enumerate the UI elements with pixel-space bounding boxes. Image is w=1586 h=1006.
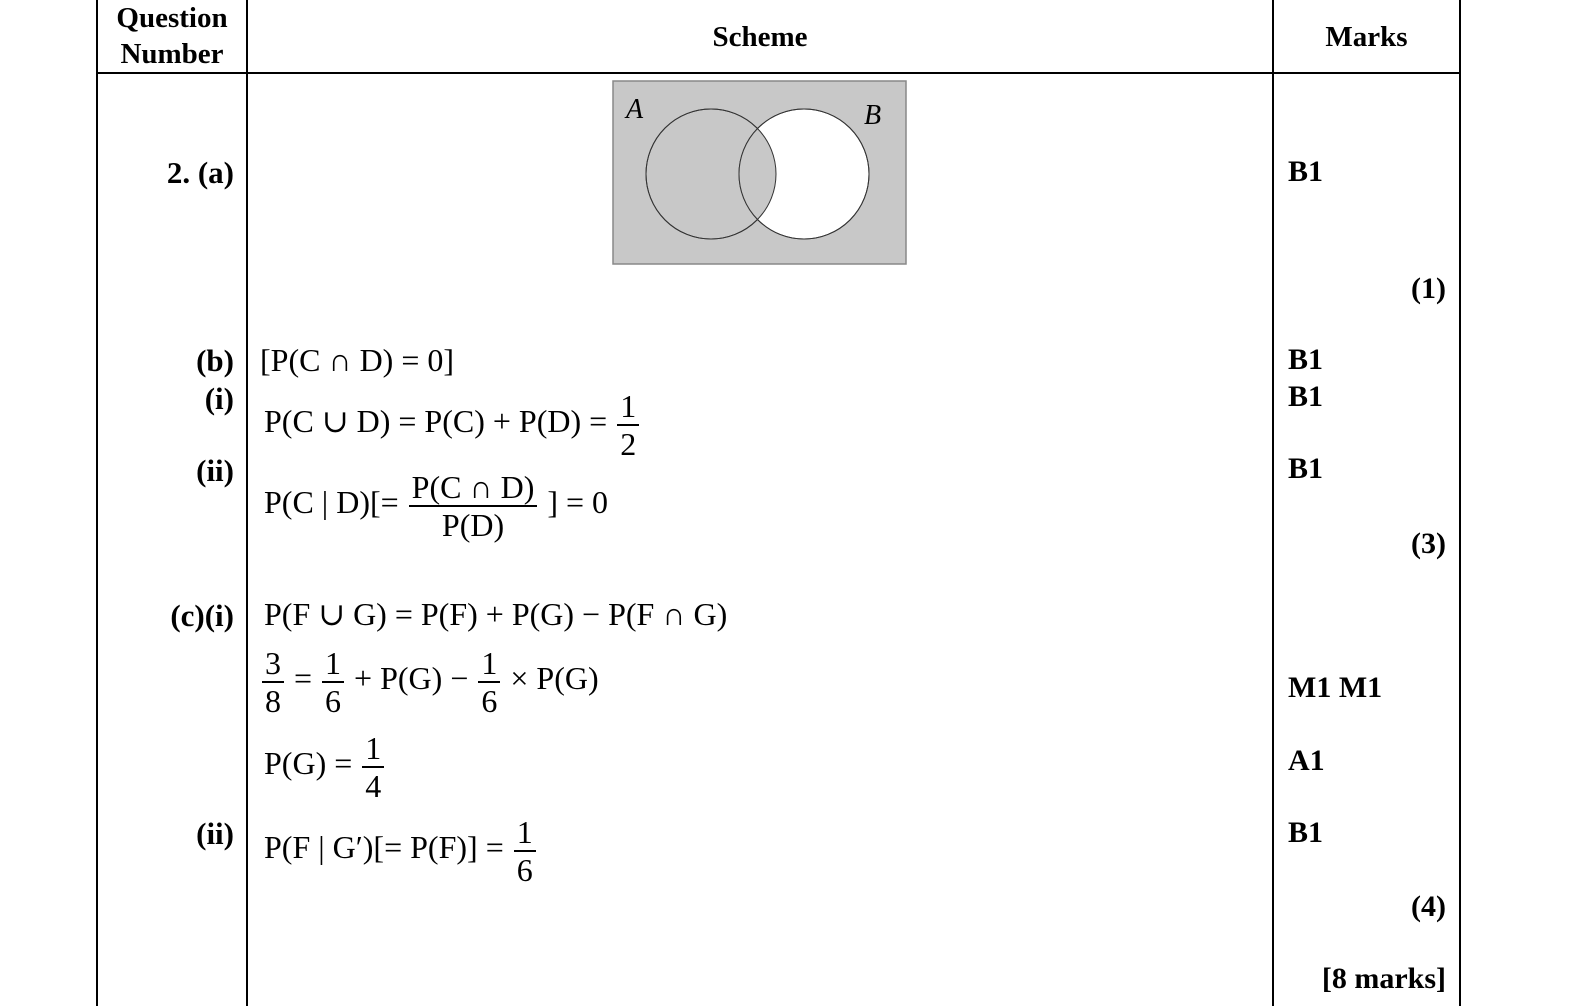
subtotal-2a: (1) (1411, 272, 1446, 305)
venn-label-a: A (626, 94, 644, 125)
scheme-2c-line4-lhs: P(F | G′)[= P(F)] = (264, 829, 504, 866)
question-label-2c-i: (c)(i) (170, 598, 234, 633)
question-label-2b: (b) (196, 343, 234, 378)
fraction-one-sixth-b (478, 645, 500, 719)
scheme-2c-line4 (264, 814, 538, 888)
scheme-2b-line3-rhs: ] = 0 (547, 484, 609, 521)
header-scheme: Scheme (712, 21, 808, 53)
fraction-denominator: P(D) (441, 506, 505, 543)
mark-2b-3: B1 (1288, 452, 1324, 485)
scheme-2c-line2-tail: × P(G) (510, 660, 599, 697)
scheme-2b-line2 (264, 388, 641, 462)
fraction-denominator: 6 (481, 682, 498, 719)
question-label-2b-ii: (ii) (196, 453, 234, 488)
column-divider-scheme (1272, 0, 1274, 1006)
scheme-2b-line2-lhs: P(C ∪ D) = P(C) + P(D) = (264, 403, 608, 440)
header-question-line2: Number (120, 38, 224, 70)
fraction-three-eighths (262, 645, 284, 719)
fraction-denominator: 6 (325, 682, 342, 719)
equals-sign: = (294, 660, 313, 697)
mark-2c-m1m1: M1 M1 (1288, 671, 1383, 704)
question-label-2c-ii: (ii) (196, 816, 234, 851)
fraction-numerator: 3 (265, 645, 281, 681)
mark-2c-a1: A1 (1288, 744, 1325, 777)
mark-2b-2: B1 (1288, 380, 1324, 413)
scheme-2b-line3 (264, 469, 608, 543)
subtotal-2c: (4) (1411, 890, 1446, 923)
fraction-numerator: P(C ∩ D) (411, 469, 535, 505)
fraction-numerator: 1 (365, 730, 382, 766)
fraction-one-sixth-a (322, 645, 344, 719)
header-question-line1: Question (116, 2, 228, 34)
table-right-border (1459, 0, 1461, 1006)
table-left-border (96, 0, 98, 1006)
scheme-2c-line2 (260, 645, 599, 719)
question-label-2a: 2. (a) (166, 155, 234, 190)
header-question-number (98, 0, 246, 72)
fraction-one-half (617, 388, 639, 462)
question-label-2b-i: (i) (204, 381, 234, 416)
scheme-2c-line2-mid: + P(G) − (354, 660, 469, 697)
fraction-denominator: 6 (516, 851, 533, 888)
mark-2a: B1 (1288, 155, 1324, 188)
scheme-2c-line1: P(F ∪ G) = P(F) + P(G) − P(F ∩ G) (264, 596, 728, 632)
fraction-denominator: 4 (365, 767, 382, 804)
venn-diagram (612, 80, 908, 266)
fraction-numerator: 1 (620, 388, 637, 424)
fraction-one-quarter (362, 730, 384, 804)
scheme-2c-line3-lhs: P(G) = (264, 745, 353, 782)
fraction-denominator: 2 (620, 425, 637, 462)
fraction-denominator: 8 (265, 682, 281, 719)
subtotal-2b: (3) (1411, 527, 1446, 560)
scheme-2c-line3 (264, 730, 386, 804)
venn-label-b: B (864, 100, 882, 131)
mark-2b-1: B1 (1288, 343, 1324, 376)
fraction-numerator: 1 (481, 645, 498, 681)
column-divider-question (246, 0, 248, 1006)
total-marks: [8 marks] (1321, 962, 1446, 995)
scheme-2b-line3-lhs: P(C | D)[= (264, 484, 399, 521)
fraction-conditional (409, 469, 538, 543)
fraction-numerator: 1 (516, 814, 533, 850)
fraction-one-sixth-c (514, 814, 536, 888)
header-marks: Marks (1325, 21, 1408, 53)
mark-2c-b1: B1 (1288, 816, 1324, 849)
scheme-2b-line1: [P(C ∩ D) = 0] (260, 342, 455, 378)
fraction-numerator: 1 (325, 645, 342, 681)
header-divider (96, 72, 1461, 74)
